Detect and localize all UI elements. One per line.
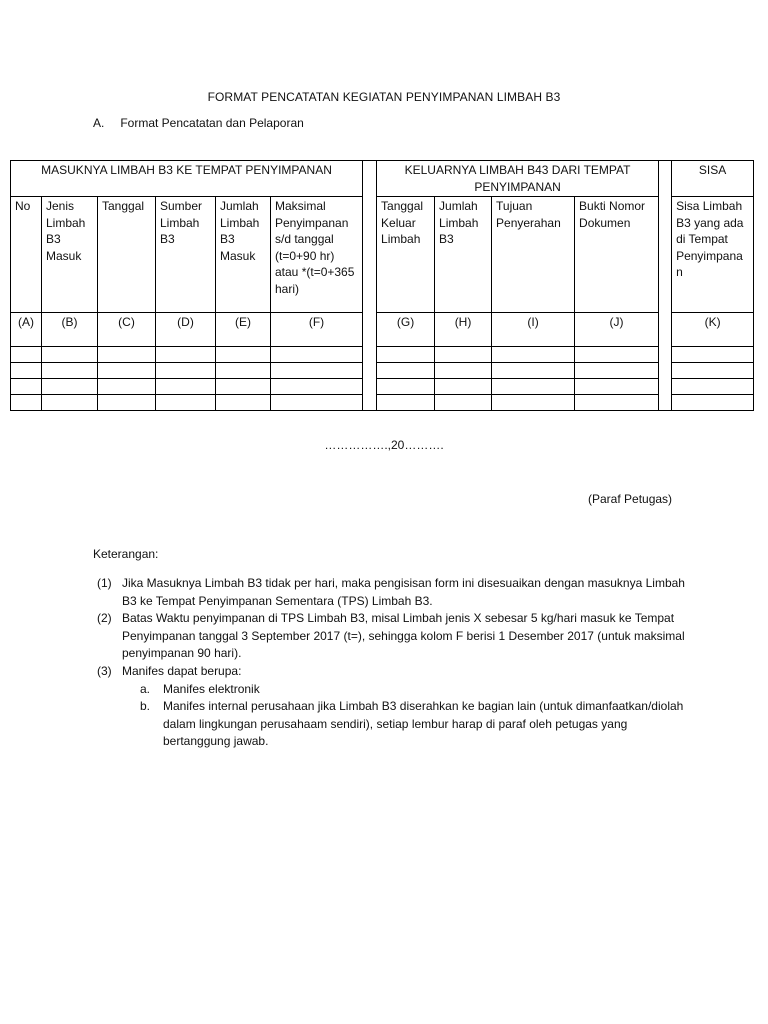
column-code: (A) — [11, 313, 42, 347]
date-line: …………….,20………. — [324, 438, 444, 452]
table-cell[interactable] — [42, 347, 98, 363]
column-header: Maksimal Penyimpanan s/d tanggal (t=0+90 hr) atau *(t=0+365 hari) — [271, 197, 363, 313]
table-cell[interactable] — [98, 347, 156, 363]
section-label: A. — [93, 116, 105, 130]
notes-list — [97, 575, 687, 751]
table-cell[interactable] — [271, 347, 363, 363]
table-cell[interactable] — [492, 395, 575, 411]
note-number: (3) — [97, 663, 112, 678]
table-cell[interactable] — [156, 395, 216, 411]
table-cell[interactable] — [435, 363, 492, 379]
column-code-row — [11, 313, 754, 347]
column-code: (E) — [216, 313, 271, 347]
column-code: (K) — [672, 313, 754, 347]
table-cell[interactable] — [11, 347, 42, 363]
table-cell[interactable] — [435, 347, 492, 363]
table-cell[interactable] — [575, 347, 659, 363]
column-header: Tanggal — [98, 197, 156, 313]
column-header: Bukti Nomor Dokumen — [575, 197, 659, 313]
note-item — [97, 663, 687, 681]
table-cell[interactable] — [575, 363, 659, 379]
paraf-petugas: (Paraf Petugas) — [588, 492, 673, 506]
note-subitem — [140, 681, 687, 699]
table-cell[interactable] — [672, 395, 754, 411]
column-code: (C) — [98, 313, 156, 347]
table-cell[interactable] — [98, 363, 156, 379]
note-text: Batas Waktu penyimpanan di TPS Limbah B3, misal Limbah jenis X sebesar 5 kg/hari masuk ke Tempat Penyimpanan tanggal 3 September 2017 (t=), sehingga kolom F berisi 1 Desember 2017 (untuk maksimal penyimpanan 90 hari). — [122, 611, 685, 661]
column-header: Sisa Limbah B3 yang ada di Tempat Penyimpanan — [672, 197, 754, 313]
column-header: Jenis Limbah B3 Masuk — [42, 197, 98, 313]
note-subitem — [140, 698, 687, 751]
column-code: (J) — [575, 313, 659, 347]
table-cell[interactable] — [672, 379, 754, 395]
table-cell[interactable] — [377, 395, 435, 411]
table-cell[interactable] — [377, 363, 435, 379]
column-gap — [363, 161, 377, 411]
table-cell[interactable] — [98, 395, 156, 411]
subitem-text: Manifes internal perusahaan jika Limbah B3 diserahkan ke bagian lain (untuk dimanfaatkan/diolah dalam lingkungan perusahaam sendiri), setiap lembur harap di paraf oleh petugas yang bertanggung jawab. — [163, 699, 684, 749]
table-cell[interactable] — [156, 347, 216, 363]
note-number: (1) — [97, 576, 112, 590]
table-cell[interactable] — [271, 379, 363, 395]
table-cell[interactable] — [11, 363, 42, 379]
table-cell[interactable] — [271, 395, 363, 411]
column-code: (F) — [271, 313, 363, 347]
column-header-row — [11, 197, 754, 313]
section-heading — [93, 116, 304, 130]
table-cell[interactable] — [672, 363, 754, 379]
table-cell[interactable] — [11, 379, 42, 395]
table-cell[interactable] — [575, 395, 659, 411]
header-keluar: KELUARNYA LIMBAH B43 DARI TEMPAT PENYIMPANAN — [377, 161, 659, 197]
table-cell[interactable] — [672, 347, 754, 363]
table-row — [11, 363, 754, 379]
note-text: Jika Masuknya Limbah B3 tidak per hari, maka pengisisan form ini disesuaikan dengan masuknya Limbah B3 ke Tempat Penyimpanan Sementara (TPS) Limbah B3. — [122, 576, 685, 608]
table-cell[interactable] — [156, 379, 216, 395]
column-header: Tujuan Penyerahan — [492, 197, 575, 313]
column-code: (G) — [377, 313, 435, 347]
table-cell[interactable] — [216, 395, 271, 411]
table-cell[interactable] — [11, 395, 42, 411]
column-code: (D) — [156, 313, 216, 347]
table-cell[interactable] — [492, 347, 575, 363]
table-row — [11, 347, 754, 363]
note-text: Manifes dapat berupa: — [122, 663, 242, 678]
table-cell[interactable] — [435, 379, 492, 395]
header-masuk: MASUKNYA LIMBAH B3 KE TEMPAT PENYIMPANAN — [11, 161, 363, 197]
table-cell[interactable] — [42, 395, 98, 411]
table-cell[interactable] — [156, 363, 216, 379]
table-cell[interactable] — [435, 395, 492, 411]
note-item — [97, 610, 687, 663]
section-text: Format Pencatatan dan Pelaporan — [120, 116, 304, 130]
column-gap — [659, 161, 672, 411]
table-row — [11, 395, 754, 411]
column-header: Tanggal Keluar Limbah — [377, 197, 435, 313]
table-cell[interactable] — [492, 363, 575, 379]
column-code: (B) — [42, 313, 98, 347]
column-header: Jumlah Limbah B3 Masuk — [216, 197, 271, 313]
subitem-letter: b. — [140, 699, 151, 714]
table-cell[interactable] — [377, 379, 435, 395]
group-header-row — [11, 161, 754, 197]
table-cell[interactable] — [42, 379, 98, 395]
column-header: No — [11, 197, 42, 313]
column-code: (H) — [435, 313, 492, 347]
table-cell[interactable] — [98, 379, 156, 395]
table-cell[interactable] — [216, 379, 271, 395]
column-header: Jumlah Limbah B3 — [435, 197, 492, 313]
record-table — [10, 160, 754, 411]
notes-title: Keterangan: — [93, 547, 159, 561]
table-cell[interactable] — [492, 379, 575, 395]
note-item — [97, 575, 687, 610]
table-cell[interactable] — [216, 347, 271, 363]
document-title: FORMAT PENCATATAN KEGIATAN PENYIMPANAN LIMBAH B3 — [207, 90, 561, 104]
table-cell[interactable] — [377, 347, 435, 363]
table-cell[interactable] — [42, 363, 98, 379]
subitem-letter: a. — [140, 681, 151, 696]
header-sisa: SISA — [672, 161, 754, 197]
table-cell[interactable] — [575, 379, 659, 395]
column-code: (I) — [492, 313, 575, 347]
table-cell[interactable] — [216, 363, 271, 379]
table-row — [11, 379, 754, 395]
note-number: (2) — [97, 611, 112, 626]
subitem-text: Manifes elektronik — [163, 681, 260, 696]
table-cell[interactable] — [271, 363, 363, 379]
column-header: Sumber Limbah B3 — [156, 197, 216, 313]
